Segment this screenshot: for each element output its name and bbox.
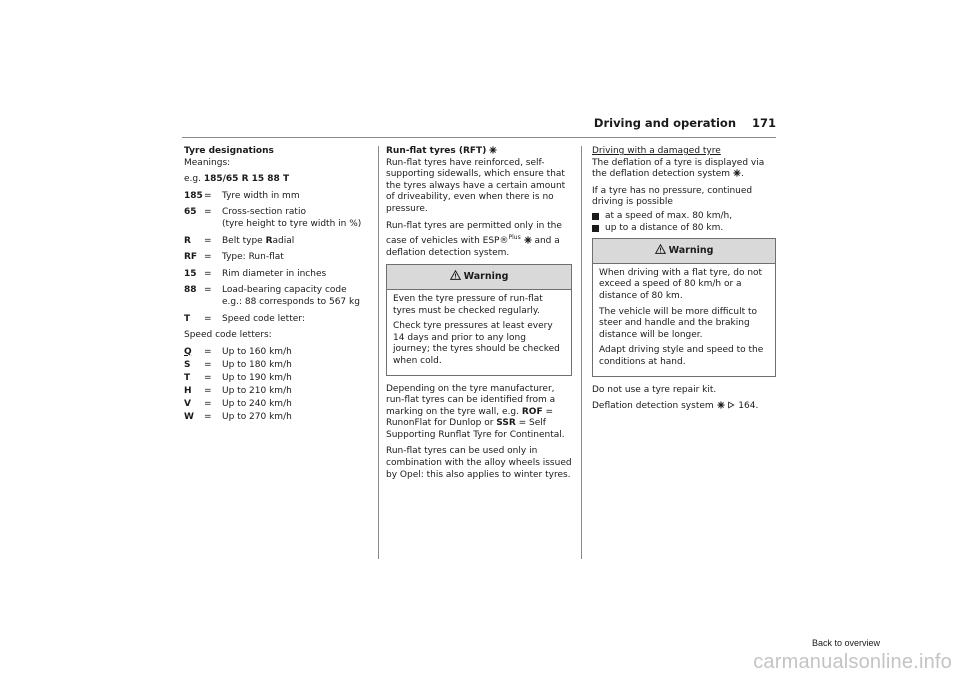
list-item: Q = Up to 160 km/h	[184, 346, 292, 357]
heading: Driving with a damaged tyre	[592, 146, 721, 156]
paragraph: Run-flat tyres are permitted only in the case of vehicles with ESP®$^{Plus}$ and a deflation detection system.	[386, 220, 562, 258]
page-reference-link[interactable]: 164.	[738, 401, 759, 412]
speed-list	[184, 347, 366, 424]
paragraph: Do not use a tyre repair kit.	[592, 384, 717, 395]
section-title: Driving and operation	[593, 116, 736, 130]
watermark: carmanualsonline.info	[753, 651, 952, 673]
paragraph: Depending on the tyre manufacturer, run-flat tyres can be identified from a marking on the tyre wall, e.g. ROF = RunonFlat for Dunlop or SSR = Self Supporting Runflat Tyre for Continental.	[386, 383, 565, 440]
warning-header: Warning	[593, 239, 775, 264]
back-to-overview-link[interactable]: Back to overview	[811, 638, 880, 648]
heading: Run-flat tyres (RFT)	[386, 146, 572, 158]
list-item: 15 = Rim diameter in inches	[184, 268, 327, 279]
snowflake-icon	[733, 169, 741, 177]
bullet-icon	[592, 225, 599, 232]
heading: Tyre designations	[184, 146, 274, 156]
list-item: 65 = Cross-section ratio (tyre height to tyre width in %)	[184, 207, 362, 229]
column-divider	[378, 146, 379, 559]
list-item: W = Up to 270 km/h	[184, 412, 292, 423]
list-item: V = Up to 240 km/h	[184, 399, 292, 410]
paragraph: Run-flat tyres can be used only in combination with the alloy wheels issued by Opel: this also applies to winter tyres.	[386, 446, 572, 480]
column-run-flat-tyres	[386, 146, 572, 486]
warning-header: Warning	[387, 265, 571, 290]
snowflake-icon	[717, 401, 725, 409]
warning-triangle-icon	[655, 244, 666, 254]
list-item: at a speed of max. 80 km/h,	[592, 211, 776, 223]
meanings-label: Meanings:	[184, 157, 231, 168]
list-item: R = Belt type Radial	[184, 235, 295, 246]
list-item: up to a distance of 80 km.	[592, 223, 776, 235]
list-item: S = Up to 180 km/h	[184, 359, 292, 370]
list-item: 185 = Tyre width in mm	[184, 190, 300, 201]
warning-box	[386, 264, 572, 375]
example: e.g. 185/65 R 15 88 T	[184, 174, 290, 185]
page-header	[182, 116, 776, 138]
snowflake-icon	[489, 146, 497, 154]
warning-body: Even the tyre pressure of run-flat tyres must be checked regularly. Check tyre pressures at least every 14 days and prior to any long journey; the tyres should be checked when cold.	[393, 293, 560, 366]
warning-box	[592, 238, 776, 376]
header-rule	[182, 137, 776, 138]
snowflake-icon	[524, 236, 532, 244]
paragraph: The deflation of a tyre is displayed via the deflation detection system .	[592, 157, 765, 180]
paragraph: Deflation detection system 164.	[592, 401, 759, 412]
list-item: T = Speed code letter:	[184, 313, 305, 324]
warning-triangle-icon	[450, 270, 461, 280]
list-item: 88 = Load-bearing capacity code e.g.: 88 corresponds to 567 kg	[184, 285, 360, 307]
paragraph: Run-flat tyres have reinforced, self-supporting sidewalls, which ensure that the tyres always have a certain amount of driveability, even when there is no pressure.	[386, 157, 566, 214]
column-tyre-designations	[184, 146, 366, 429]
page-number: 171	[751, 116, 776, 130]
list-item: RF = Type: Run-flat	[184, 252, 284, 263]
arrow-ref-icon[interactable]	[727, 401, 735, 409]
column-divider	[581, 146, 582, 559]
designation-list	[184, 191, 366, 325]
column-damaged-tyre	[592, 146, 776, 418]
list-item: H = Up to 210 km/h	[184, 386, 292, 396]
speed-intro: Speed code letters:	[184, 330, 272, 341]
bullet-icon	[592, 213, 599, 220]
warning-body: When driving with a flat tyre, do not exceed a speed of 80 km/h or a distance of 80 km. The vehicle will be more difficult to steer and handle and the braking distance will be longer. Adapt driving style and speed to the conditions at hand.	[599, 267, 764, 367]
list-item: T = Up to 190 km/h	[184, 372, 292, 383]
paragraph: If a tyre has no pressure, continued driving is possible	[592, 185, 753, 208]
